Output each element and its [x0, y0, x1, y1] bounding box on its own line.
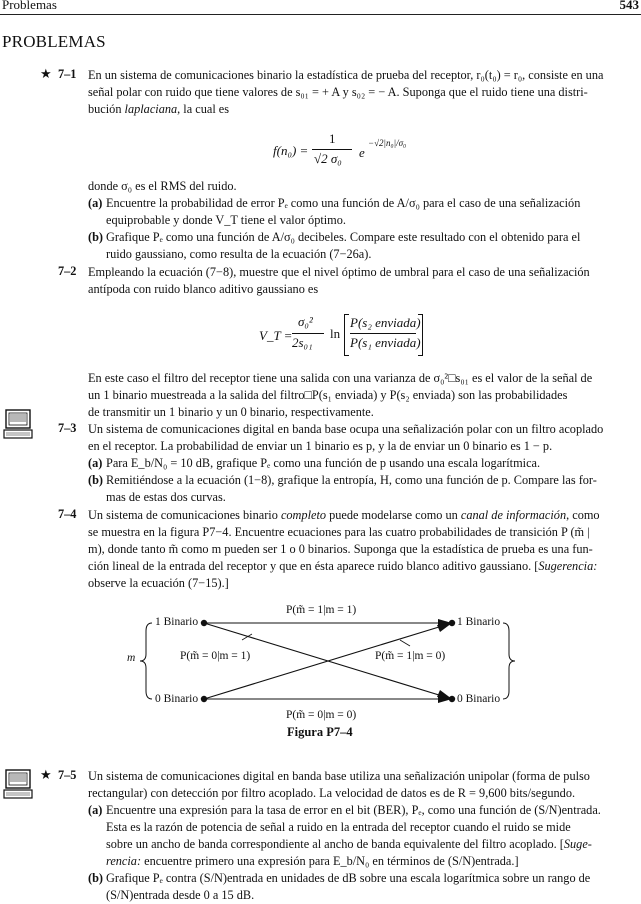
problem-text: Un sistema de comunicaciones digital en banda base utiliza una señalización unipolar (forma de pulso	[88, 769, 590, 783]
part-label: (b)	[88, 230, 104, 244]
problem-text: ción lineal de la entrada del receptor y que en ésta aparece ruido blanco aditivo gaussiano. [Sugerencia:	[88, 559, 598, 573]
part-text: mas de estas dos curvas.	[106, 490, 226, 504]
part-text: Esta es la razón de potencia de señal a ruido en la entrada del receptor cuando el ruido se mide	[106, 820, 571, 834]
problem-number: 7–2	[58, 264, 77, 278]
part-text: equiprobable y donde V_T tiene el valor óptimo.	[106, 213, 346, 227]
problem-number: 7–5	[58, 768, 77, 782]
problem-text: en el receptor. La probabilidad de enviar un 1 binario es p, y la de enviar un 0 binario es 1 − p.	[88, 439, 553, 453]
part-label: (b)	[88, 871, 104, 885]
part-text: Para E_b/N₀ = 10 dB, grafique Pₑ como una función de p usando una escala logarítmica.	[106, 456, 541, 470]
label-p-0-given-1: P(m̃ = 0|m = 1)	[180, 650, 251, 662]
part-text: sobre un ancho de banda correspondiente al ancho de banda equivalente del filtro acoplado. [Suge-	[106, 837, 592, 851]
figure-caption: Figura P7–4	[287, 725, 353, 739]
problem-text: un 1 binario muestreada a la salida del filtro□P(s₁ enviada) y P(s₂ enviada) son las probabilidades	[88, 388, 568, 402]
part-text: Encuentre la probabilidad de error Pₑ como una función de A/σ₀ para el caso de una señalización	[106, 196, 581, 210]
problem-text: donde σ₀ es el RMS del ruido.	[88, 179, 237, 193]
problem-number: 7–3	[58, 421, 77, 435]
problem-text: de transmitir un 1 binario y un 0 binario, respectivamente.	[88, 405, 374, 419]
problem-text: observe la ecuación (7−15).]	[88, 576, 229, 590]
star-icon: ★	[40, 66, 52, 81]
part-text: Encuentre una expresión para la tasa de error en el bit (BER), Pₑ, como una función de (S/N)entrada.	[106, 803, 601, 817]
label-p-1-given-0: P(m̃ = 1|m = 0)	[375, 650, 446, 662]
problem-number: 7–1	[58, 67, 77, 81]
part-text: Grafique Pₑ como una función de A/σ₀ decibeles. Compare este resultado con el obtenido para el	[106, 230, 581, 244]
output-zero-label: 0 Binario	[457, 693, 501, 705]
part-text: Remitiéndose a la ecuación (1−8), grafique la entropía, H, como una función de p. Compare las for-	[106, 473, 597, 487]
part-label: (a)	[88, 196, 103, 210]
page-number: 543	[619, 0, 639, 12]
input-one-label: 1 Binario	[155, 616, 199, 628]
book-page: Problemas 543 PROBLEMAS ★ 7–1 En un sistema de comunicaciones binario la estadística de prueba del receptor, r₀(t₀) = r₀, consiste en una señal polar con ruido que tiene valores de s₀₁ = + A y s₀₂ = − A. Suponga que el ruido tiene una distri- bución laplaciana, la cual es f(n₀) = 1 √2 σ₀ e −√2|n₀|/σ₀ donde σ₀ es el RMS del ruido. (a) Encuentre la probabilidad de error Pₑ como una función de A/σ₀ para el caso de una señalización equiprobable y donde V_T tiene el valor óptimo. (b) Grafique Pₑ como una función de A/σ₀ decibeles. Compare este resultado con el obtenido para el ruido gaussiano, como resulta de la ecuación (7−26a). 7–2 Empleando la ecuación (7−8), muestre que el nivel óptimo de umbral para el caso de una señalización antípoda con ruido blanco aditivo gaussiano es V_T = σ₀² 2s₀₁ ln P(s₂ enviada) P(s₁ enviada) En este caso el filtro del receptor tiene una salida con una varianza de σ₀²□s₀₁ es el valor de la señal de un 1 binario muestreada a la salida del filtro□P(s₁ enviada) y P(s₂ enviada) son las probabilidades de transmitir un 1 binario y un 0 binario, respectivamente. 7–3 Un sistema de comunicaciones digital en banda base ocupa una señalización polar con un filtro acoplado en el receptor. La probabilidad de enviar un 1 binario es p, y la de enviar un 0 binario es 1 − p. (a) Para E_b/N₀ = 10 dB, grafique Pₑ como una función de p usando una escala logarítmica. (b) Remitiéndose a la ecuación (1−8), grafique la entropía, H, como una función de p. Compare las for- mas de estas dos curvas. 7–4 Un sistema de comunicaciones binario completo puede modelarse como un canal de información, como se muestra en la figura P7−4. Encuentre ecuaciones para las cuatro probabilidades de transición P (m̃ | m), donde tanto m̃ como m pueden ser 1 o 0 binarios. Suponga que la estadística de prueba es una fun- ción lineal de la entrada del receptor y que en ésta aparece ruido blanco aditivo gaussiano. [Sugerencia: observe la ecuación (7−15).] P(m̃ = 1|m = 1) P(m̃ = 0|m = 1) P(m̃ = 1|m = 0) P(m̃ = 0|m = 0) 1 Binario 0 Binario 1 Binario 0 Binario m Figura P7–4 ★ 7–5 Un sistema de comunicaciones digital en banda base utiliza una señalización unipolar (forma de pulso rectangular) con detección por filtro acoplado. La velocidad de datos es de R = 9,600 bits/segundo. (a) Encuentre una expresión para la tasa de error en el bit (BER), Pₑ, como una función de (S/N)entrada. Esta es la razón de potencia de señal a ruido en la entrada del receptor cuando el ruido se mide sobre un ancho de banda correspondiente al ancho de banda equivalente del filtro acoplado. [Suge- rencia: encuentre primero una expresión para E_b/N₀ en términos de (S/N)entrada.] (b) Grafique Pₑ contra (S/N)entrada en unidades de dB sobre una escala logarítmica sobre un rango de (S/N)entrada desde 0 a 15 dB.	[0, 0, 641, 893]
part-label: (a)	[88, 456, 103, 470]
problem-text: antípoda con ruido blanco aditivo gaussiano es	[88, 282, 319, 296]
m-label: m	[127, 652, 136, 664]
part-text: (S/N)entrada desde 0 a 15 dB.	[106, 888, 255, 902]
star-icon: ★	[40, 767, 52, 782]
part-label: (a)	[88, 803, 103, 817]
problem-text: bución laplaciana, la cual es	[88, 102, 230, 116]
problem-number: 7–4	[58, 507, 77, 521]
part-label: (b)	[88, 473, 104, 487]
output-one-label: 1 Binario	[457, 616, 501, 628]
part-text: rencia: encuentre primero una expresión para E_b/N₀ en términos de (S/N)entrada.]	[106, 854, 519, 868]
label-p-0-given-0: P(m̃ = 0|m = 0)	[286, 709, 357, 721]
problem-text: Un sistema de comunicaciones digital en banda base ocupa una señalización polar con un filtro acoplado	[88, 422, 604, 436]
part-text: ruido gaussiano, como resulta de la ecuación (7−26a).	[106, 247, 372, 261]
input-zero-label: 0 Binario	[155, 693, 199, 705]
problem-text: En este caso el filtro del receptor tiene una salida con una varianza de σ₀²□s₀₁ es el valor de la señal de	[88, 371, 593, 385]
problem-text: se muestra en la figura P7−4. Encuentre ecuaciones para las cuatro probabilidades de transición P (m̃ |	[88, 525, 590, 539]
problem-text: m), donde tanto m̃ como m pueden ser 1 o 0 binarios. Suponga que la estadística de prueba es una fun-	[88, 542, 593, 556]
problem-text: rectangular) con detección por filtro acoplado. La velocidad de datos es de R = 9,600 bits/segundo.	[88, 786, 576, 800]
problem-text: En un sistema de comunicaciones binario la estadística de prueba del receptor, r₀(t₀) = r₀, consiste en una	[88, 68, 604, 82]
part-text: Grafique Pₑ contra (S/N)entrada en unidades de dB sobre una escala logarítmica sobre un rango de	[106, 871, 591, 885]
problem-text: Empleando la ecuación (7−8), muestre que el nivel óptimo de umbral para el caso de una señalización	[88, 265, 590, 279]
label-p-1-given-1: P(m̃ = 1|m = 1)	[286, 604, 357, 616]
running-header: Problemas	[2, 0, 57, 12]
problem-text: señal polar con ruido que tiene valores de s₀₁ = + A y s₀₂ = − A. Suponga que el ruido tiene una distri-	[88, 85, 588, 99]
computer-icon	[2, 768, 36, 807]
section-title: PROBLEMAS	[2, 32, 106, 51]
problem-text: Un sistema de comunicaciones binario completo puede modelarse como un canal de información, como	[88, 508, 600, 522]
